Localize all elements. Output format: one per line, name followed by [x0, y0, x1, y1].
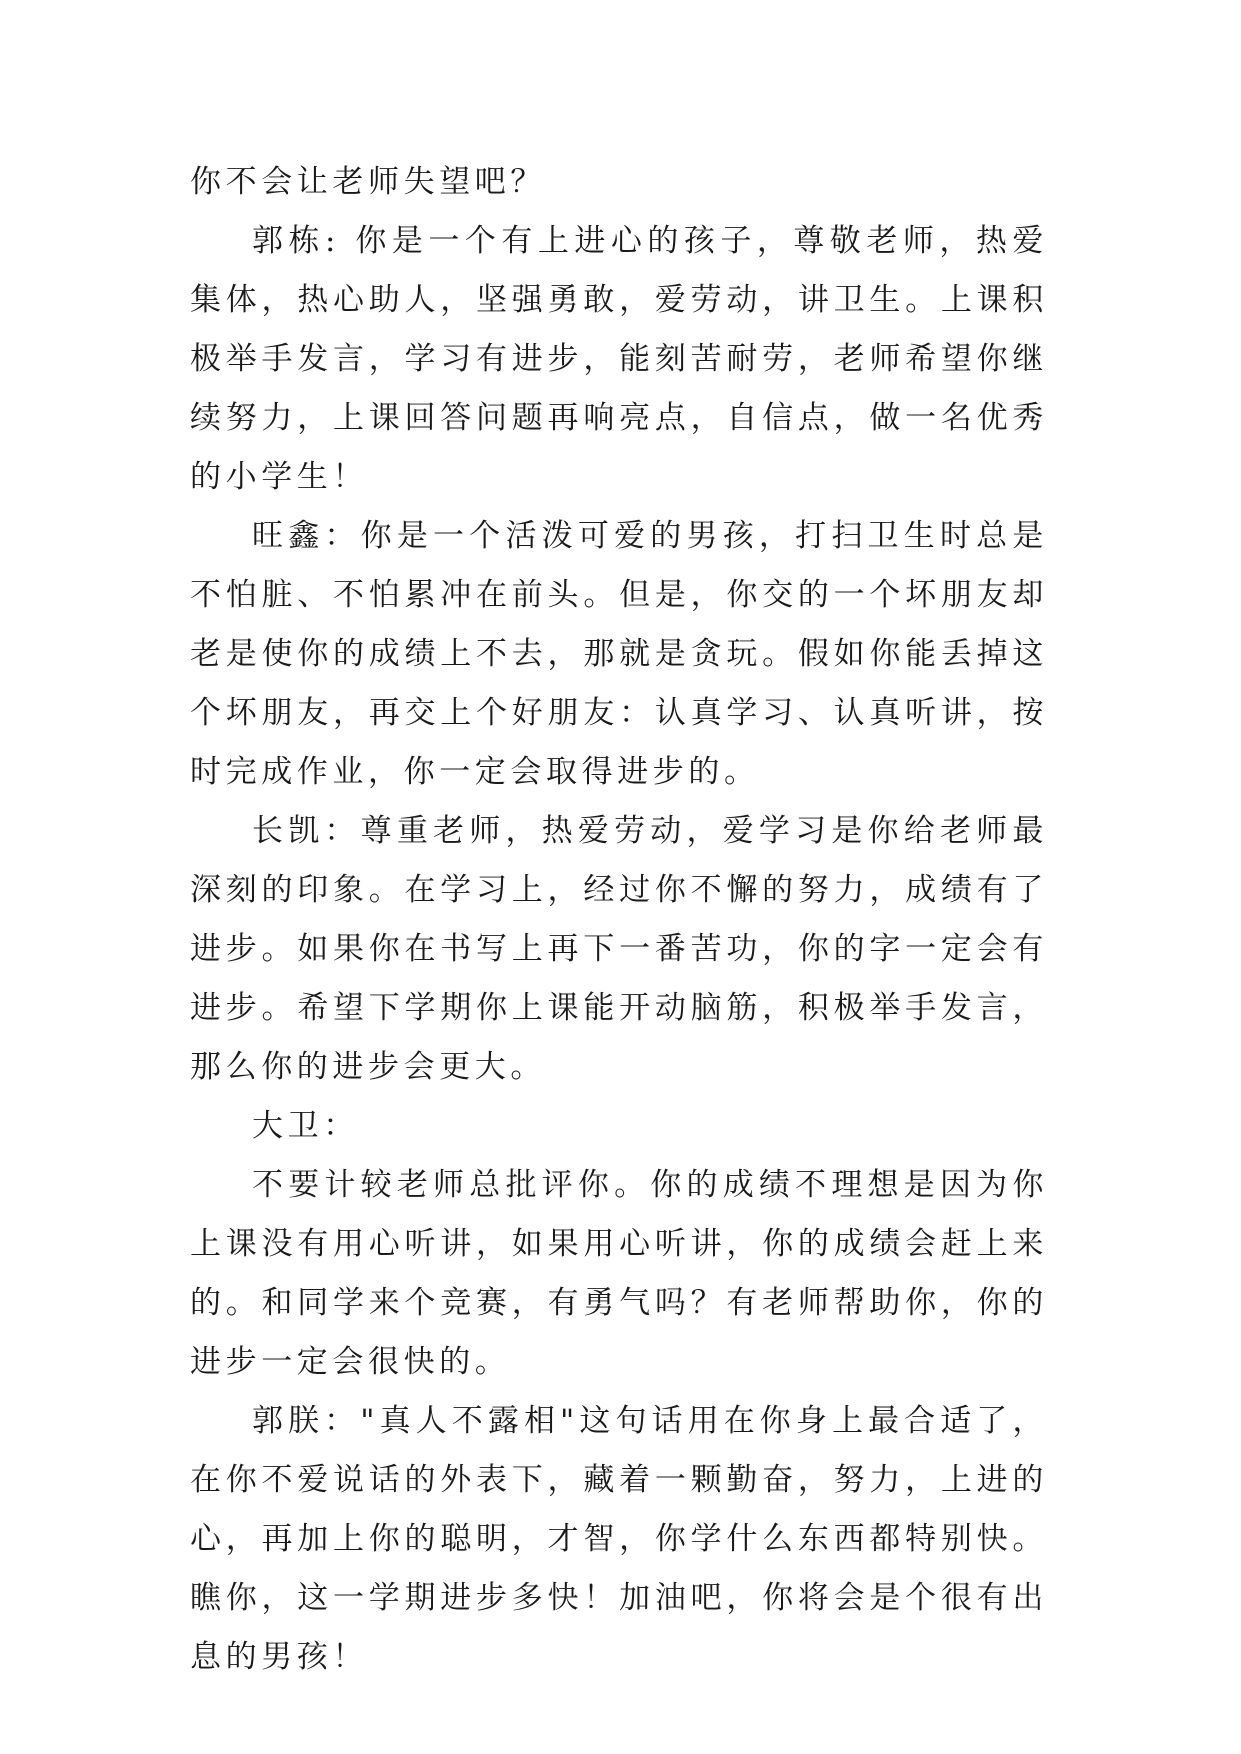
paragraph-comment-dawei: 不要计较老师总批评你。你的成绩不理想是因为你上课没有用心听讲，如果用心听讲，你的成绩会赶上来的。和同学来个竞赛，有勇气吗？有老师帮助你，你的进步一定会很快的。	[190, 1167, 1048, 1380]
paragraph-comment-changkai: 长凯：尊重老师，热爱劳动，爱学习是你给老师最深刻的印象。在学习上，经过你不懈的努力，成绩有了进步。如果你在书写上再下一番苦功，你的字一定会有进步。希望下学期你上课能开动脑筋，积极举手发言，那么你的进步会更大。	[190, 813, 1048, 1085]
paragraph-name-dawei: 大卫：	[252, 1108, 359, 1144]
document-body	[190, 153, 1048, 1687]
paragraph-continuation: 你不会让老师失望吧？	[190, 164, 546, 200]
paragraph-comment-guozhen: 郭朕："真人不露相"这句话用在你身上最合适了，在你不爱说话的外表下，藏着一颗勤奋，努力，上进的心，再加上你的聪明，才智，你学什么东西都特别快。瞧你，这一学期进步多快！加油吧，你将会是个很有出息的男孩！	[190, 1403, 1048, 1675]
paragraph-comment-guodong: 郭栋: 你是一个有上进心的孩子，尊敬老师，热爱集体，热心助人，坚强勇敢，爱劳动，讲卫生。上课积极举手发言，学习有进步，能刻苦耐劳，老师希望你继续努力，上课回答问题再响亮点，自信点，做一名优秀的小学生！	[190, 223, 1048, 495]
paragraph-comment-wangxin: 旺鑫：你是一个活泼可爱的男孩，打扫卫生时总是不怕脏、不怕累冲在前头。但是，你交的一个坏朋友却老是使你的成绩上不去，那就是贪玩。假如你能丢掉这个坏朋友，再交上个好朋友：认真学习、认真听讲，按时完成作业，你一定会取得进步的。	[190, 518, 1048, 790]
